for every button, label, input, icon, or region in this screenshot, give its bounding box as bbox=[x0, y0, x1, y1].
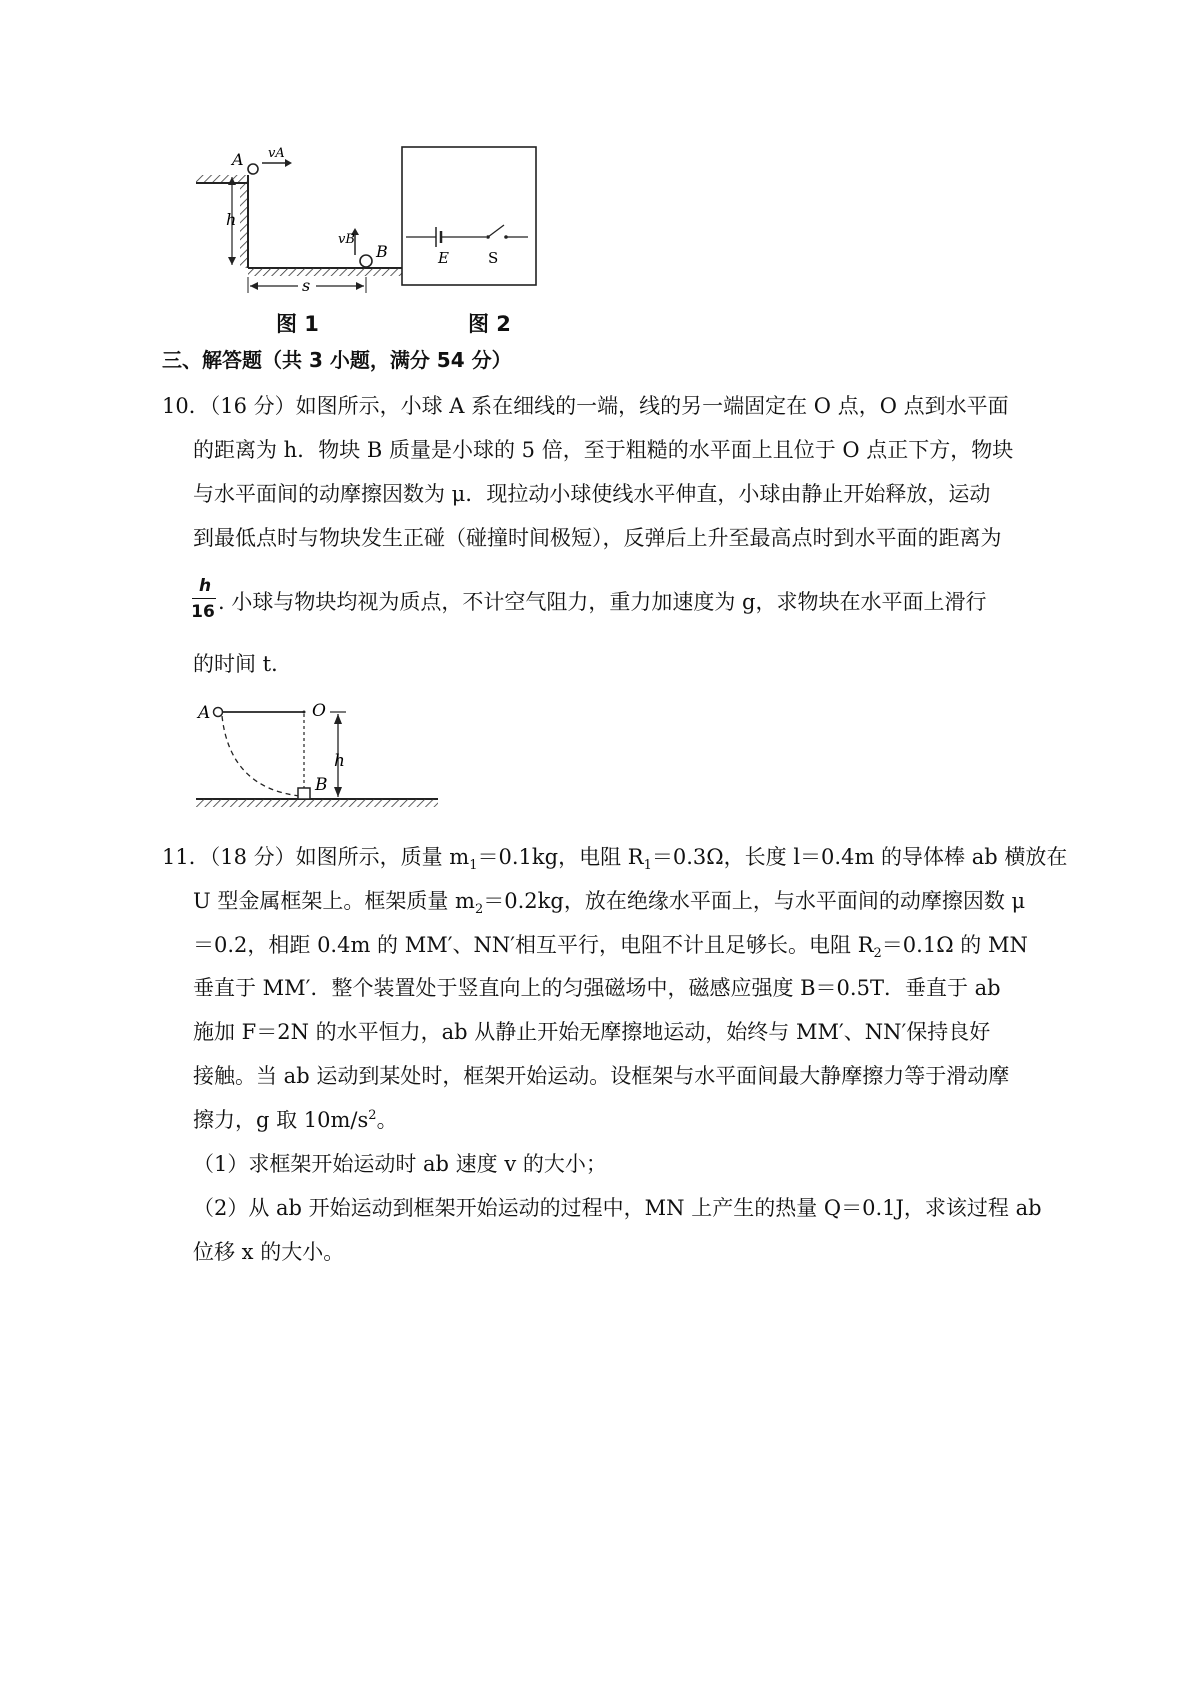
q11-sub-question-2b: 位移 x 的大小。 bbox=[193, 1240, 345, 1264]
q11-line-4: 垂直于 MM′．整个装置处于竖直向上的匀强磁场中，磁感应强度 B＝0.5T．垂直于 ab bbox=[193, 976, 1001, 1000]
q10-line-1: 10．（16 分）如图所示，小球 A 系在细线的一端，线的另一端固定在 O 点，O 点到水平面 bbox=[162, 394, 1009, 418]
label-vb: vB bbox=[338, 232, 355, 247]
point-o bbox=[303, 711, 306, 714]
q11-line-3: ＝0.2，相距 0.4m 的 MM′、NN′相互平行，电阻不计且足够长。电阻 $R_2=0.1\Omega$ 的 MN bbox=[193, 933, 1028, 962]
q11-sub-question-2a: （2）从 ab 开始运动到框架开始运动的过程中，MN 上产生的热量 Q＝0.1J，求该过程 ab bbox=[193, 1196, 1042, 1220]
figure-1-caption: 图 1 bbox=[276, 312, 319, 336]
q10-figure bbox=[192, 692, 442, 817]
label-h: h bbox=[334, 751, 345, 771]
q10-fraction-bar bbox=[192, 598, 216, 599]
figure-2-frame bbox=[402, 147, 536, 285]
label-s: s bbox=[302, 276, 311, 295]
label-h: h bbox=[226, 210, 237, 229]
q10-fraction-denominator: 16 bbox=[191, 602, 215, 622]
label-s-switch: S bbox=[488, 249, 499, 267]
q10-line-4: 到最低点时与物块发生正碰（碰撞时间极短），反弹后上升至最高点时到水平面的距离为 bbox=[193, 526, 1002, 550]
q10-line-5: . 小球与物块均视为质点，不计空气阻力，重力加速度为 g，求物块在水平面上滑行 bbox=[218, 590, 987, 614]
ball-a bbox=[214, 708, 223, 717]
q11-line-1: 11．（18 分）如图所示，质量 $m_1=0.1kg$，电阻 $R_1=0.3\Omega$，长度 l＝0.4m 的导体棒 ab 横放在 bbox=[162, 845, 1068, 874]
label-a: A bbox=[198, 703, 211, 723]
q11-line-7: 擦力，g 取 $10m/s^2$。 bbox=[193, 1108, 398, 1132]
section-title: 三、解答题（共 3 小题，满分 54 分） bbox=[162, 348, 512, 372]
figure-2 bbox=[398, 145, 543, 290]
q11-line-5: 施加 F＝2N 的水平恒力，ab 从静止开始无摩擦地运动，始终与 MM′、NN′保持良好 bbox=[193, 1020, 991, 1044]
label-e: E bbox=[438, 249, 449, 267]
q11-line-6: 接触。当 ab 运动到某处时，框架开始运动。设框架与水平面间最大静摩擦力等于滑动摩 bbox=[193, 1064, 1010, 1088]
label-b: B bbox=[376, 242, 388, 261]
q10-line-3: 与水平面间的动摩擦因数为 μ．现拉动小球使线水平伸直，小球由静止开始释放，运动 bbox=[193, 482, 991, 506]
label-va: vA bbox=[268, 146, 285, 161]
ground-hatch bbox=[196, 799, 438, 807]
q11-line-2: U 型金属框架上。框架质量 $m_2=0.2kg$，放在绝缘水平面上，与水平面间的动摩擦因数 μ bbox=[193, 889, 1026, 918]
q10-line-2: 的距离为 h．物块 B 质量是小球的 5 倍，至于粗糙的水平面上且位于 O 点正下方，物块 bbox=[193, 438, 1014, 462]
ball-a bbox=[248, 164, 258, 174]
block-b bbox=[298, 788, 310, 799]
va-arrowhead bbox=[285, 159, 292, 167]
q10-fraction-numerator: h bbox=[198, 576, 212, 596]
upper-ground-hatch bbox=[196, 175, 248, 183]
label-o: O bbox=[312, 701, 326, 721]
q11-sub-question-1: （1）求框架开始运动时 ab 速度 v 的大小； bbox=[193, 1152, 607, 1176]
label-a: A bbox=[232, 150, 244, 169]
wall-hatch bbox=[240, 183, 248, 268]
label-b: B bbox=[315, 775, 328, 795]
figure-2-caption: 图 2 bbox=[468, 312, 511, 336]
ball-b bbox=[360, 255, 372, 267]
swing-arc bbox=[222, 716, 300, 796]
q10-line-6: 的时间 t． bbox=[193, 652, 293, 676]
